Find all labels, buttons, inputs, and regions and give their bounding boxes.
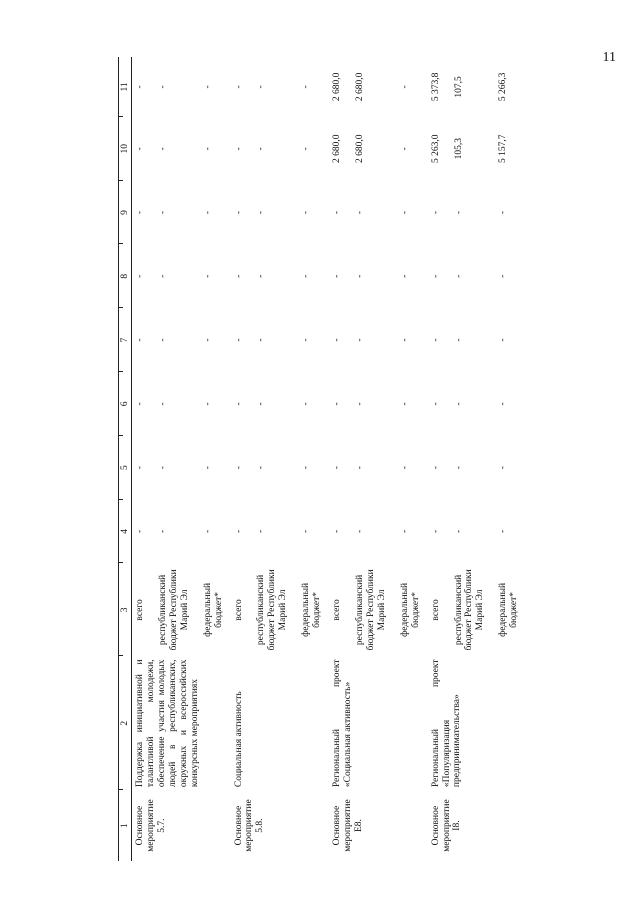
- value: -: [354, 529, 365, 534]
- value: -: [135, 338, 145, 342]
- value: -: [135, 466, 145, 470]
- value: -: [157, 338, 168, 342]
- funding-source-cell: [132, 563, 231, 656]
- rotated-table-area: [118, 57, 560, 861]
- value: -: [202, 466, 213, 470]
- value: -: [332, 210, 343, 215]
- column-number: 8: [119, 244, 132, 308]
- value-cell: [132, 436, 231, 500]
- value-cell: [428, 372, 527, 436]
- value: -: [233, 147, 244, 151]
- value: -: [157, 274, 168, 278]
- value-cell: [132, 308, 231, 372]
- value: -: [256, 274, 267, 278]
- value: -: [332, 338, 343, 342]
- value: -: [430, 274, 441, 278]
- value: 107,5: [453, 76, 464, 98]
- value-cell: [132, 181, 231, 245]
- value: -: [399, 466, 410, 470]
- value: -: [354, 274, 365, 278]
- value: -: [332, 466, 343, 470]
- value-cell: [231, 372, 330, 436]
- value-cell: [428, 57, 527, 117]
- value-cell: [231, 244, 330, 308]
- column-number: 9: [119, 181, 132, 245]
- table-body: [132, 57, 527, 861]
- value: -: [301, 210, 312, 215]
- value: -: [453, 402, 464, 406]
- value: -: [301, 85, 312, 89]
- value-cell: [231, 436, 330, 500]
- value: -: [354, 466, 365, 470]
- value: -: [256, 402, 267, 406]
- page-number: 11: [602, 50, 616, 65]
- column-number: 7: [119, 308, 132, 372]
- measure-title: Региональный проект «Популяризация предпринимательства»: [430, 659, 463, 788]
- value: -: [301, 147, 312, 151]
- value-cell: [428, 308, 527, 372]
- value: -: [202, 338, 213, 342]
- value: -: [399, 274, 410, 278]
- value: -: [202, 210, 213, 215]
- value: -: [256, 85, 267, 89]
- funding-source: республиканский бюджет Республики Марий Эл: [256, 569, 289, 651]
- funding-source-cell: [231, 563, 330, 656]
- column-number: 10: [119, 117, 132, 181]
- measure-title: Региональный проект «Социальная активность»: [332, 659, 353, 788]
- value: -: [233, 529, 244, 534]
- value: -: [399, 529, 410, 534]
- value: -: [135, 147, 145, 151]
- budget-table: [118, 57, 526, 861]
- column-number: 11: [119, 57, 132, 117]
- column-number: 5: [119, 436, 132, 500]
- value: -: [301, 466, 312, 470]
- value-cell: [231, 117, 330, 181]
- funding-source: федеральный бюджет*: [202, 582, 224, 637]
- measure-label: Основное мероприятие I8.: [430, 799, 463, 852]
- table-row: [428, 57, 527, 861]
- value: -: [354, 338, 365, 342]
- value-cell: [132, 57, 231, 117]
- value: -: [453, 210, 464, 215]
- value: -: [498, 466, 509, 470]
- measure-label: Основное мероприятие 5.8.: [233, 799, 266, 852]
- value: -: [157, 402, 168, 406]
- value-cell: [428, 181, 527, 245]
- value: -: [354, 402, 365, 406]
- value: -: [498, 402, 509, 406]
- value-cell: [132, 117, 231, 181]
- measure-title: Поддержка инициативной и талантливой молодежи, обеспечение участия молодых людей в республиканских, окружных и всероссийских конкурсных мероприятиях: [135, 659, 200, 788]
- value: -: [233, 274, 244, 278]
- value: -: [202, 529, 213, 534]
- measure-label: Основное мероприятие E8.: [332, 799, 364, 852]
- value: -: [332, 529, 343, 534]
- value-cell: [231, 308, 330, 372]
- value: -: [135, 85, 145, 89]
- value: -: [399, 402, 410, 406]
- value-cell: [329, 117, 428, 181]
- value: -: [135, 402, 145, 406]
- value-cell: [329, 181, 428, 245]
- value: -: [399, 85, 410, 89]
- value: -: [453, 466, 464, 470]
- value: -: [301, 402, 312, 406]
- value: -: [399, 147, 410, 151]
- value-cell: [231, 181, 330, 245]
- value: 105,3: [453, 138, 464, 160]
- funding-source-cell: [428, 563, 527, 656]
- column-number-row: [119, 57, 132, 861]
- funding-source: федеральный бюджет*: [301, 582, 323, 637]
- value-cell: [428, 244, 527, 308]
- rotated-table-container: [118, 57, 560, 861]
- value-cell: [132, 372, 231, 436]
- funding-source: всего: [430, 599, 441, 621]
- value: -: [157, 85, 168, 89]
- value: -: [233, 338, 244, 342]
- value: -: [157, 210, 168, 215]
- value: -: [233, 210, 244, 215]
- value: -: [256, 529, 267, 534]
- value: -: [453, 338, 464, 342]
- value: -: [135, 210, 145, 215]
- value: -: [202, 147, 213, 151]
- value: -: [256, 466, 267, 470]
- value: -: [233, 466, 244, 470]
- column-number: 4: [119, 500, 132, 564]
- value-cell: [132, 244, 231, 308]
- value: -: [135, 529, 145, 534]
- value-cell: [231, 500, 330, 564]
- value: -: [498, 274, 509, 278]
- value: -: [332, 274, 343, 278]
- value: -: [202, 274, 213, 278]
- value: -: [399, 338, 410, 342]
- value-cell: [329, 308, 428, 372]
- value: -: [354, 210, 365, 215]
- column-number: 3: [119, 563, 132, 656]
- value: 5 266,3: [498, 72, 509, 102]
- column-number: 6: [119, 372, 132, 436]
- value: -: [498, 210, 509, 215]
- table-row: [231, 57, 330, 861]
- value: -: [256, 338, 267, 342]
- value: -: [430, 402, 441, 406]
- funding-source: республиканский бюджет Республики Марий Эл: [354, 569, 387, 651]
- value: 5 263,0: [430, 134, 441, 163]
- value: -: [233, 85, 244, 89]
- value: -: [430, 338, 441, 342]
- value-cell: [329, 372, 428, 436]
- funding-source: республиканский бюджет Республики Марий Эл: [157, 569, 190, 651]
- value: 2 680,0: [332, 134, 343, 163]
- funding-source: республиканский бюджет Республики Марий Эл: [453, 569, 486, 651]
- measure-title: Социальная активность: [233, 691, 244, 788]
- value-cell: [329, 57, 428, 117]
- funding-source: федеральный бюджет*: [399, 582, 421, 637]
- measure-label: Основное мероприятие 5.7.: [135, 799, 167, 852]
- value: -: [399, 210, 410, 215]
- column-number: 2: [119, 656, 132, 790]
- funding-source: всего: [233, 599, 244, 621]
- value: -: [430, 210, 441, 215]
- value-cell: [231, 57, 330, 117]
- table-row: [329, 57, 428, 861]
- value: -: [332, 402, 343, 406]
- value: -: [301, 338, 312, 342]
- value: -: [256, 210, 267, 215]
- value: 2 680,0: [354, 134, 365, 163]
- column-number: 1: [119, 790, 132, 861]
- value: -: [202, 85, 213, 89]
- value: 2 680,0: [354, 72, 365, 102]
- funding-source: федеральный бюджет*: [498, 582, 520, 637]
- value: -: [301, 529, 312, 534]
- funding-source-cell: [329, 563, 428, 656]
- table-row: [132, 57, 231, 861]
- funding-source: всего: [135, 599, 145, 621]
- value: -: [202, 402, 213, 406]
- value: -: [453, 529, 464, 534]
- value: -: [157, 466, 168, 470]
- value: -: [430, 466, 441, 470]
- value-cell: [428, 500, 527, 564]
- value-cell: [329, 244, 428, 308]
- value: -: [135, 274, 145, 278]
- value: -: [453, 274, 464, 278]
- value: -: [430, 529, 441, 534]
- value-cell: [428, 436, 527, 500]
- value: -: [498, 338, 509, 342]
- value-cell: [329, 436, 428, 500]
- value: -: [233, 402, 244, 406]
- value: -: [157, 147, 168, 151]
- value: -: [256, 147, 267, 151]
- value-cell: [428, 117, 527, 181]
- value: -: [157, 529, 168, 534]
- value: 5 373,8: [430, 72, 441, 102]
- value: -: [301, 274, 312, 278]
- value: 5 157,7: [498, 134, 509, 163]
- value: -: [498, 529, 509, 534]
- value-cell: [132, 500, 231, 564]
- funding-source: всего: [332, 599, 343, 621]
- value-cell: [329, 500, 428, 564]
- value: 2 680,0: [332, 72, 343, 102]
